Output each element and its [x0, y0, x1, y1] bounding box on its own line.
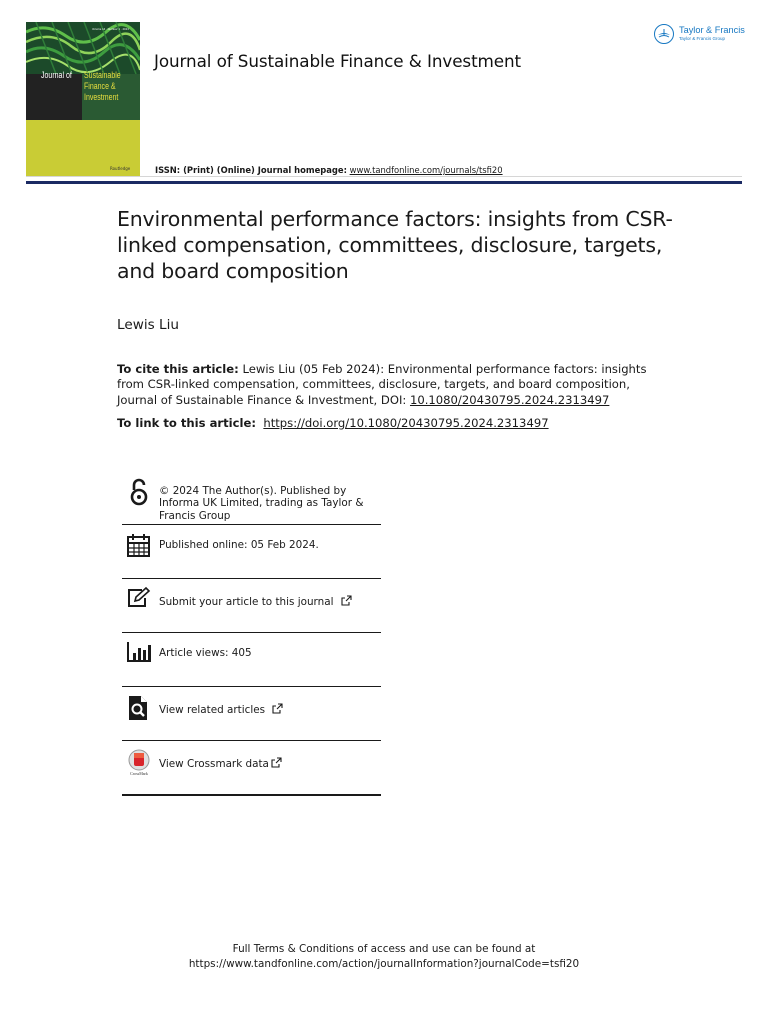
crossmark-row[interactable]	[122, 741, 381, 796]
open-access-text: © 2024 The Author(s). Published by Informa UK Limited, trading as Taylor & Francis Group	[159, 485, 364, 522]
terms-url[interactable]: https://www.tandfonline.com/action/journalInformation?journalCode=tsfi20	[188, 958, 580, 970]
article-title: Environmental performance factors: insights from CSR-linked compensation, committees, disclosure, targets, and board composition	[117, 207, 673, 283]
journal-cover[interactable]	[26, 22, 140, 176]
submit-article-text: Submit your article to this journal	[159, 596, 334, 608]
open-access-row	[122, 478, 381, 525]
terms-line: Full Terms & Conditions of access and use can be found at	[232, 943, 536, 955]
header-rule	[26, 181, 742, 184]
article-info-list	[122, 478, 381, 796]
issn-line	[155, 165, 503, 175]
cover-dark-panel	[26, 74, 82, 120]
calendar-icon	[126, 533, 152, 559]
submit-row[interactable]	[122, 579, 381, 633]
cover-publisher-mark: Routledge	[110, 166, 131, 171]
link-label: To link to this article:	[117, 416, 256, 430]
author-name: Lewis Liu	[117, 317, 179, 333]
related-articles-text: View related articles	[159, 704, 266, 716]
issn-label: ISSN: (Print) (Online) Journal homepage:	[155, 165, 347, 175]
article-views: Article views: 405	[159, 647, 252, 659]
published-row	[122, 525, 381, 579]
cover-title-line: Sustainable	[84, 70, 121, 80]
publisher-group: Taylor & Francis Group	[679, 36, 726, 41]
terms-footer	[0, 942, 768, 972]
external-link-icon	[271, 757, 282, 771]
article-link-line	[117, 416, 549, 430]
taylor-francis-icon	[654, 24, 674, 44]
related-articles-icon	[126, 695, 152, 721]
taylor-francis-logo[interactable]	[654, 22, 746, 48]
cover-title	[84, 70, 121, 103]
article-doi-url[interactable]: https://doi.org/10.1080/20430795.2024.2313497	[263, 416, 549, 430]
bar-chart-icon	[126, 641, 152, 667]
submit-article-link[interactable]	[159, 595, 381, 609]
crossmark-link[interactable]	[159, 757, 381, 771]
crossmark-text: View Crossmark data	[159, 758, 269, 770]
open-access-icon	[126, 478, 152, 504]
crossmark-icon-label: CrossMark	[130, 771, 148, 776]
journal-title: Journal of Sustainable Finance & Investment	[154, 51, 522, 71]
publisher-name: Taylor & Francis	[679, 25, 745, 35]
views-row	[122, 633, 381, 687]
edit-icon	[126, 586, 152, 612]
published-date: Published online: 05 Feb 2024.	[159, 539, 319, 551]
cover-journal-of: Journal of	[41, 70, 72, 80]
crossmark-icon	[126, 749, 152, 775]
cover-title-line: Investment	[84, 92, 119, 102]
cite-text: Lewis Liu (05 Feb 2024): Environmental performance factors: insights from CSR-linked compensation, committees, disclosure, targets, and board composition, Journal of Sustainable Finance & Investment, DOI:	[117, 362, 647, 407]
header-rule-thin	[26, 176, 742, 177]
cover-title-line: Finance &	[84, 81, 116, 91]
cite-label: To cite this article:	[117, 362, 239, 376]
journal-homepage-link[interactable]: www.tandfonline.com/journals/tsfi20	[349, 165, 503, 175]
external-link-icon	[272, 703, 283, 717]
external-link-icon	[341, 595, 352, 609]
related-articles-link[interactable]	[159, 703, 381, 717]
doi-link[interactable]: 10.1080/20430795.2024.2313497	[409, 392, 610, 407]
citation-block	[117, 362, 657, 408]
cover-volume: Volume 14 · Number 1 · 2024	[92, 28, 129, 31]
related-row[interactable]	[122, 687, 381, 741]
